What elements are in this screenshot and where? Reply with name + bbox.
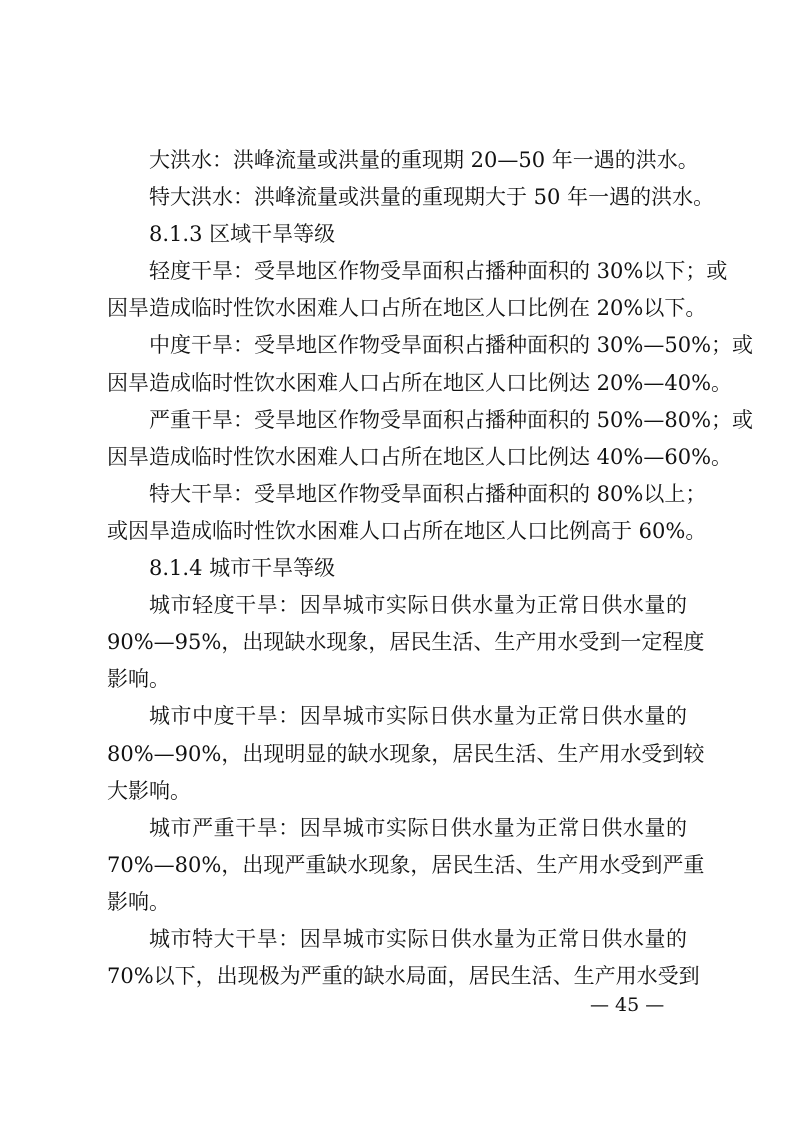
paragraph-city-mild-drought-line-2: 90%—95%，出现缺水现象，居民生活、生产用水受到一定程度 (107, 630, 705, 655)
paragraph-extreme-drought-line-2: 或因旱造成临时性饮水困难人口占所在地区人口比例高于 60%。 (107, 518, 707, 543)
paragraph-mild-drought-line-2: 因旱造成临时性饮水困难人口占所在地区人口比例在 20%以下。 (107, 296, 707, 321)
section-heading-8-1-4: 8.1.4 城市干旱等级 (149, 556, 336, 581)
paragraph-city-mild-drought-line-3: 影响。 (107, 667, 170, 692)
paragraph-severe-drought-line-1: 严重干旱：受旱地区作物受旱面积占播种面积的 50%—80%；或 (149, 407, 754, 432)
paragraph-extreme-flood: 特大洪水：洪峰流量或洪量的重现期大于 50 年一遇的洪水。 (149, 185, 715, 210)
section-heading-8-1-3: 8.1.3 区域干旱等级 (149, 222, 336, 247)
paragraph-city-severe-drought-line-3: 影响。 (107, 889, 170, 914)
paragraph-major-flood: 大洪水：洪峰流量或洪量的重现期 20—50 年一遇的洪水。 (149, 148, 699, 172)
paragraph-city-severe-drought-line-1: 城市严重干旱：因旱城市实际日供水量为正常日供水量的 (149, 815, 687, 840)
body-text (107, 142, 754, 995)
paragraph-extreme-drought-line-1: 特大干旱：受旱地区作物受旱面积占播种面积的 80%以上； (149, 481, 707, 506)
paragraph-city-moderate-drought-line-1: 城市中度干旱：因旱城市实际日供水量为正常日供水量的 (149, 704, 687, 729)
paragraph-severe-drought-line-2: 因旱造成临时性饮水困难人口占所在地区人口比例达 40%—60%。 (107, 444, 733, 469)
paragraph-city-mild-drought-line-1: 城市轻度干旱：因旱城市实际日供水量为正常日供水量的 (149, 593, 687, 618)
paragraph-mild-drought-line-1: 轻度干旱：受旱地区作物受旱面积占播种面积的 30%以下；或 (149, 259, 728, 284)
paragraph-city-moderate-drought-line-2: 80%—90%，出现明显的缺水现象，居民生活、生产用水受到较 (107, 741, 705, 766)
page-number: — 45 — (590, 994, 665, 1016)
paragraph-city-extreme-drought-line-1: 城市特大干旱：因旱城市实际日供水量为正常日供水量的 (149, 926, 687, 951)
paragraph-city-moderate-drought-line-3: 大影响。 (107, 778, 191, 803)
paragraph-city-extreme-drought-line-2: 70%以下，出现极为严重的缺水局面，居民生活、生产用水受到 (107, 964, 700, 989)
paragraph-moderate-drought-line-1: 中度干旱：受旱地区作物受旱面积占播种面积的 30%—50%；或 (149, 333, 754, 358)
paragraph-city-severe-drought-line-2: 70%—80%，出现严重缺水现象，居民生活、生产用水受到严重 (107, 852, 705, 877)
paragraph-moderate-drought-line-2: 因旱造成临时性饮水困难人口占所在地区人口比例达 20%—40%。 (107, 370, 733, 395)
